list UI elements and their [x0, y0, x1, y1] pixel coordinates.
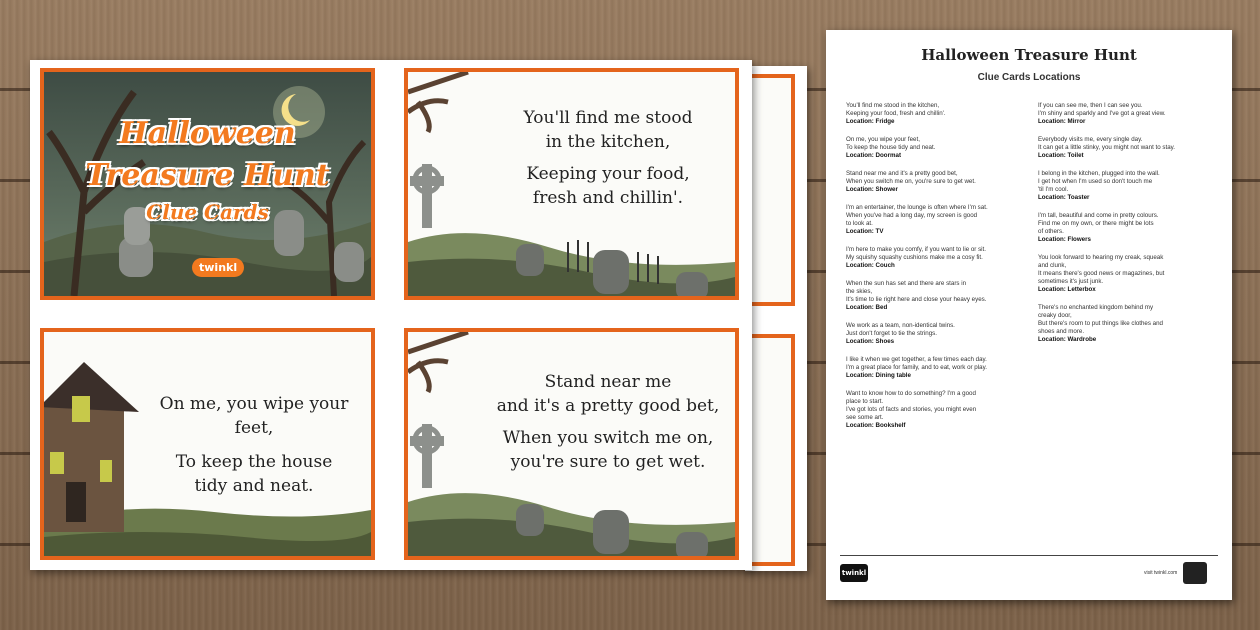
clue-text-block: [498, 106, 718, 210]
clue-text-line: creaky door,: [1038, 312, 1072, 319]
location-label: Location: Bed: [846, 304, 888, 311]
locations-document: [826, 30, 1232, 600]
clue-cards-sheet: [30, 60, 752, 570]
clue-text-line: It can get a little stinky, you might not want to stay.: [1038, 144, 1175, 151]
clue-text-line: to look at.: [846, 220, 873, 227]
title-line-2: Treasure Hunt: [85, 158, 330, 193]
clue-text-block: [488, 370, 728, 474]
clue-text-line: If you can see me, then I can see you.: [1038, 102, 1143, 109]
clue-text-line: You'll find me stood in the kitchen,: [846, 102, 940, 109]
clue-text-line: Want to know how to do something? I'm a good: [846, 390, 976, 397]
clue-text-line: I'm an entertainer, the lounge is often where I'm sat.: [846, 204, 988, 211]
clue-line: tidy and neat.: [194, 476, 314, 496]
clue-line: and it's a pretty good bet,: [496, 396, 720, 416]
clue-text-line: place to start.: [846, 398, 884, 405]
location-entry: [846, 322, 1021, 346]
location-entry: [1038, 102, 1213, 126]
clue-card-fridge: [404, 68, 739, 300]
clue-line: Keeping your food,: [526, 164, 690, 184]
clue-text-line: I've got lots of facts and stories, you might even: [846, 406, 977, 413]
clue-text-line: There's no enchanted kingdom behind my: [1038, 304, 1154, 311]
location-label: Location: Dining table: [846, 372, 911, 379]
clue-text-line: sometimes it's just junk.: [1038, 278, 1104, 285]
clue-line: fresh and chillin'.: [532, 188, 684, 208]
location-label: Location: Letterbox: [1038, 286, 1096, 293]
footer-url: visit twinkl.com: [1144, 570, 1178, 576]
clue-text-line: I belong in the kitchen, plugged into the wall.: [1038, 170, 1160, 177]
title-card: [40, 68, 375, 300]
location-entry: [846, 204, 1021, 236]
location-entry: [1038, 254, 1213, 294]
location-entry: [846, 280, 1021, 312]
clue-line: You'll find me stood: [523, 108, 693, 128]
title-line-3: Clue Cards: [146, 200, 269, 224]
back-card-bottom: [745, 334, 795, 566]
location-entry: [1038, 304, 1213, 344]
location-entry: [1038, 170, 1213, 202]
clue-line: in the kitchen,: [545, 132, 671, 152]
clue-line: On me, you wipe your feet,: [159, 394, 349, 438]
clue-text-line: But there's room to put things like clothes and: [1038, 320, 1164, 327]
back-sheet: [745, 66, 807, 571]
clue-text-line: My squishy squashy cushions make me a cosy fit.: [846, 254, 983, 261]
clue-text-line: Stand near me and it's a pretty good bet,: [846, 170, 958, 177]
clue-text-line: of others.: [1038, 228, 1064, 235]
location-label: Location: Wardrobe: [1038, 336, 1097, 343]
clue-text-line: You look forward to hearing my creak, squeak: [1038, 254, 1164, 261]
twinkl-footer-logo: twinkl: [840, 564, 868, 582]
clue-text-line: It means there's good news or magazines, but: [1038, 270, 1165, 277]
clue-text-line: We work as a team, non-identical twins.: [846, 322, 955, 329]
location-entry: [846, 136, 1021, 160]
location-label: Location: Toilet: [1038, 152, 1084, 159]
right-column: [1038, 102, 1213, 354]
clue-text-line: I like it when we get together, a few times each day.: [846, 356, 987, 363]
clue-text-line: Keeping your food, fresh and chillin'.: [846, 110, 946, 117]
clue-text-line: I'm tall, beautiful and come in pretty colours.: [1038, 212, 1159, 219]
twinkl-logo: twinkl: [192, 258, 244, 277]
clue-text-line: I'm a great place for family, and to eat, work or play.: [846, 364, 987, 371]
clue-text-line: 'til I'm cool.: [1038, 186, 1069, 193]
quality-badge-icon: [1183, 562, 1207, 584]
clue-text-line: When the sun has set and there are stars in: [846, 280, 967, 287]
location-entry: [1038, 136, 1213, 160]
location-label: Location: Shoes: [846, 338, 895, 345]
clue-text-line: I get hot when I'm used so don't touch me: [1038, 178, 1153, 185]
clue-text-line: and clunk,: [1038, 262, 1067, 269]
clue-card-shower: [404, 328, 739, 560]
location-label: Location: Toaster: [1038, 194, 1090, 201]
clue-text-line: I'm here to make you comfy, if you want to lie or sit.: [846, 246, 986, 253]
clue-text-line: It's time to lie right here and close your heavy eyes.: [846, 296, 987, 303]
location-entry: [846, 356, 1021, 380]
clue-text-line: Everybody visits me, every single day.: [1038, 136, 1143, 143]
location-entry: [846, 170, 1021, 194]
back-card-top: [745, 74, 795, 306]
location-label: Location: Flowers: [1038, 236, 1091, 243]
location-label: Location: Fridge: [846, 118, 895, 125]
location-label: Location: Shower: [846, 186, 898, 193]
clue-line: you're sure to get wet.: [510, 452, 706, 472]
clue-text-line: see some art.: [846, 414, 884, 421]
clue-line: Stand near me: [544, 372, 672, 392]
clue-text-line: Just don't forget to tie the strings.: [846, 330, 937, 337]
location-label: Location: Doormat: [846, 152, 901, 159]
clue-card-doormat: [40, 328, 375, 560]
location-label: Location: TV: [846, 228, 884, 235]
clue-text-line: When you switch me on, you're sure to get wet.: [846, 178, 976, 185]
clue-text-line: shoes and more.: [1038, 328, 1085, 335]
location-entry: [846, 390, 1021, 430]
clue-text-line: On me, you wipe your feet,: [846, 136, 920, 143]
location-entry: [1038, 212, 1213, 244]
clue-text-block: [144, 392, 364, 498]
footer-divider: [840, 555, 1218, 556]
clue-text-line: Find me on my own, or there might be lots: [1038, 220, 1154, 227]
document-title: Halloween Treasure Hunt: [921, 46, 1137, 64]
clue-line: To keep the house: [175, 452, 333, 472]
clue-text-line: the skies,: [846, 288, 873, 295]
location-label: Location: Bookshelf: [846, 422, 906, 429]
title-line-1: Halloween: [119, 116, 296, 151]
clue-text-line: When you've had a long day, my screen is good: [846, 212, 978, 219]
location-entry: [846, 246, 1021, 270]
left-column: [846, 102, 1021, 440]
location-label: Location: Couch: [846, 262, 895, 269]
location-label: Location: Mirror: [1038, 118, 1086, 125]
document-subtitle: Clue Cards Locations: [977, 72, 1081, 83]
clue-text-line: I'm shiny and sparkly and I've got a great view.: [1038, 110, 1166, 117]
location-entry: [846, 102, 1021, 126]
clue-text-line: To keep the house tidy and neat.: [846, 144, 936, 151]
clue-line: When you switch me on,: [502, 428, 714, 448]
